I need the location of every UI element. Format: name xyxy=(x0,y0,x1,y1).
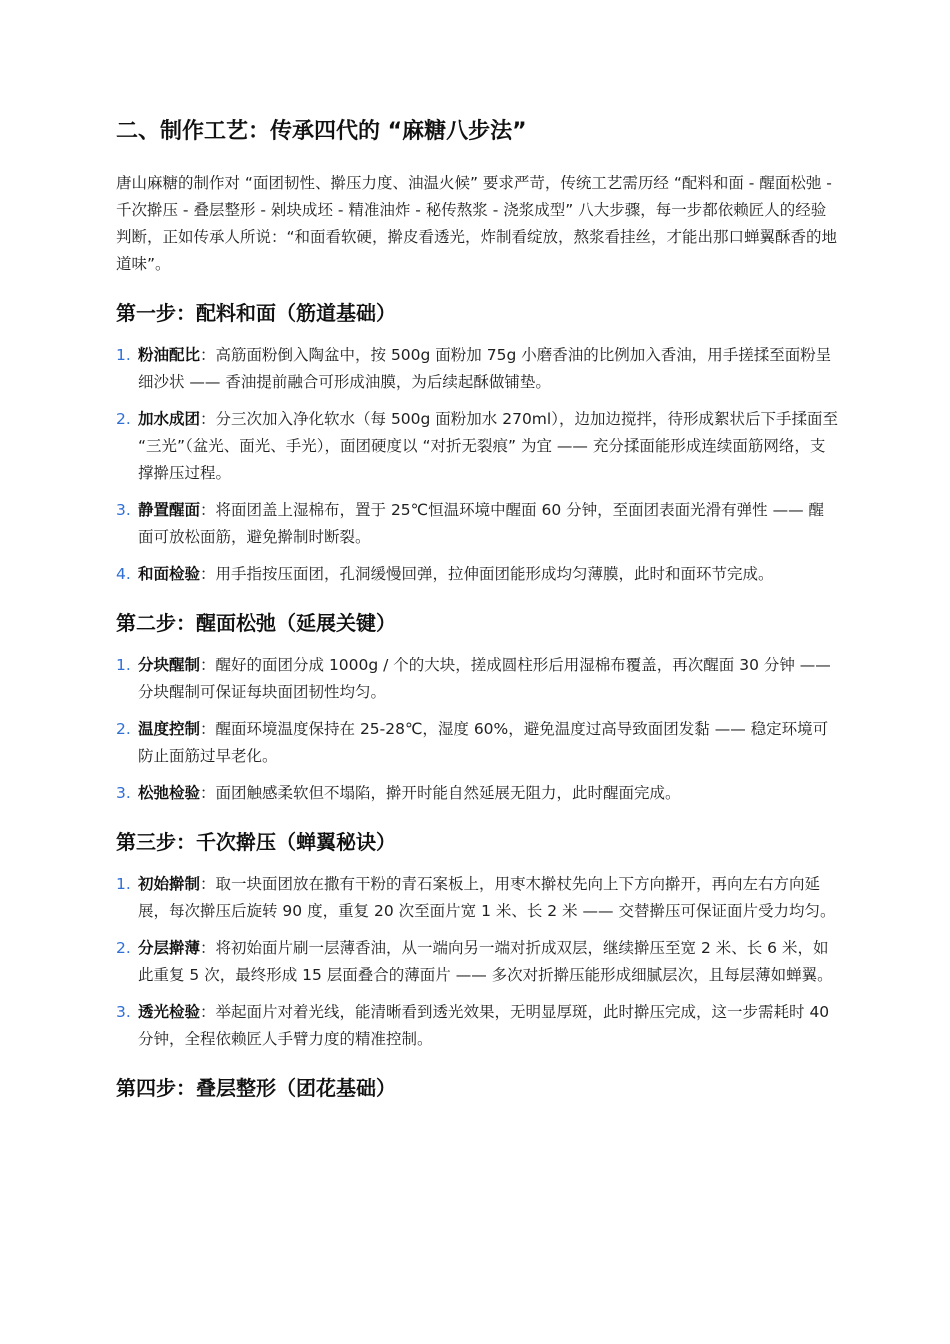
list-item-text: ：将面团盖上湿棉布，置于 25℃恒温环境中醒面 60 分钟，至面团表面光滑有弹性 —— 醒面可放松面筋，避免擀制时断裂。 xyxy=(138,501,825,546)
section-title: 二、制作工艺：传承四代的 “麻糖八步法” xyxy=(116,119,527,144)
list-item-term: 粉油配比 xyxy=(138,346,201,364)
list-number: 2. xyxy=(116,410,131,428)
list-item xyxy=(116,935,838,989)
list-item-term: 加水成团 xyxy=(138,410,201,428)
list-item xyxy=(116,342,838,396)
list-number: 3. xyxy=(116,501,131,519)
list-item-term: 温度控制 xyxy=(138,720,201,738)
step-2-heading: 第二步：醒面松弛（延展关键） xyxy=(116,611,396,635)
list-item-term: 松弛检验 xyxy=(138,784,201,802)
list-item-text: ：醒好的面团分成 1000g / 个的大块，搓成圆柱形后用湿棉布覆盖，再次醒面 30 分钟 —— 分块醒制可保证每块面团韧性均匀。 xyxy=(138,656,831,701)
list-item xyxy=(116,780,838,807)
list-item xyxy=(116,999,838,1053)
list-item-term: 和面检验 xyxy=(138,565,201,583)
list-item-term: 分层擀薄 xyxy=(138,939,201,957)
list-number: 3. xyxy=(116,784,131,802)
list-number: 2. xyxy=(116,720,131,738)
list-item xyxy=(116,406,838,487)
list-number: 4. xyxy=(116,565,131,583)
step-2-list xyxy=(116,652,838,807)
list-item-text: ：举起面片对着光线，能清晰看到透光效果，无明显厚斑，此时擀压完成，这一步需耗时 40 分钟，全程依赖匠人手臂力度的精准控制。 xyxy=(138,1003,830,1048)
list-item xyxy=(116,652,838,706)
step-1-list xyxy=(116,342,838,588)
list-number: 1. xyxy=(116,346,131,364)
list-item xyxy=(116,716,838,770)
list-item-text: ：高筋面粉倒入陶盆中，按 500g 面粉加 75g 小磨香油的比例加入香油，用手搓揉至面粉呈细沙状 —— 香油提前融合可形成油膜，为后续起酥做铺垫。 xyxy=(138,346,832,391)
list-item xyxy=(116,561,838,588)
step-1-heading: 第一步：配料和面（筋道基础） xyxy=(116,301,396,325)
list-item-text: ：面团触感柔软但不塌陷，擀开时能自然延展无阻力，此时醒面完成。 xyxy=(200,784,681,802)
list-item-text: ：分三次加入净化软水（每 500g 面粉加水 270ml），边加边搅拌，待形成絮状后下手揉面至 “三光”（盆光、面光、手光），面团硬度以 “对折无裂痕” 为宜 —— 充分揉面能形成连续面筋网络，支撑擀压过程。 xyxy=(138,410,838,482)
list-number: 2. xyxy=(116,939,131,957)
document-page xyxy=(116,114,838,1117)
intro-paragraph: 唐山麻糖的制作对 “面团韧性、擀压力度、油温火候” 要求严苛，传统工艺需历经 “配料和面 - 醒面松弛 - 千次擀压 - 叠层整形 - 剁块成坯 - 精准油炸 - 秘传熬浆 - 浇浆成型” 八大步骤，每一步都依赖匠人的经验判断，正如传承人所说：“和面看软硬，擀皮看透光，炸制看绽放，熬浆看挂丝，才能出那口蝉翼酥香的地道味”。 xyxy=(116,174,838,273)
list-number: 1. xyxy=(116,656,131,674)
step-3-heading: 第三步：千次擀压（蝉翼秘诀） xyxy=(116,830,396,854)
list-number: 1. xyxy=(116,875,131,893)
list-item-term: 静置醒面 xyxy=(138,501,201,519)
list-number: 3. xyxy=(116,1003,131,1021)
list-item-text: ：取一块面团放在撒有干粉的青石案板上，用枣木擀杖先向上下方向擀开，再向左右方向延展，每次擀压后旋转 90 度，重复 20 次至面片宽 1 米、长 2 米 —— 交替擀压可保证面片受力均匀。 xyxy=(138,875,836,920)
list-item xyxy=(116,497,838,551)
list-item-text: ：用手指按压面团，孔洞缓慢回弹，拉伸面团能形成均匀薄膜，此时和面环节完成。 xyxy=(200,565,774,583)
list-item xyxy=(116,871,838,925)
list-item-text: ：醒面环境温度保持在 25-28℃，湿度 60%，避免温度过高导致面团发黏 —— 稳定环境可防止面筋过早老化。 xyxy=(138,720,829,765)
step-3-list xyxy=(116,871,838,1053)
list-item-text: ：将初始面片刷一层薄香油，从一端向另一端对折成双层，继续擀压至宽 2 米、长 6 米，如此重复 5 次，最终形成 15 层面叠合的薄面片 —— 多次对折擀压能形成细腻层次，且每层薄如蝉翼。 xyxy=(138,939,833,984)
list-item-term: 分块醒制 xyxy=(138,656,201,674)
step-4-heading: 第四步：叠层整形（团花基础） xyxy=(116,1076,396,1100)
list-item-term: 初始擀制 xyxy=(138,875,201,893)
list-item-term: 透光检验 xyxy=(138,1003,201,1021)
